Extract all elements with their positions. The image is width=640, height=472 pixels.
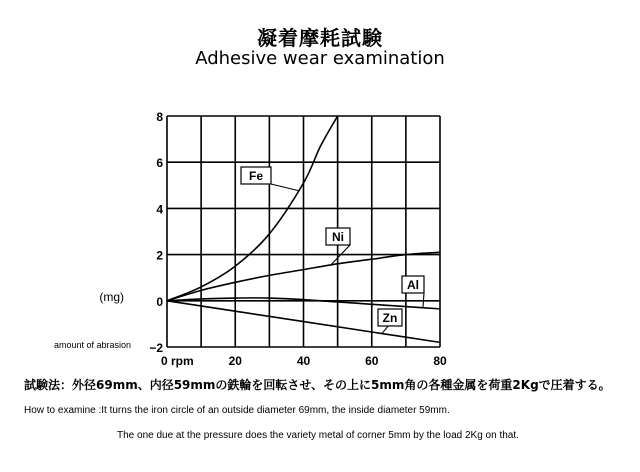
x-tick-label: 60	[365, 354, 379, 368]
y-tick-label: 0	[156, 294, 163, 309]
y-tick-label: 8	[156, 110, 163, 124]
y-axis-label: amount of abrasion	[54, 340, 132, 350]
x-tick-label: 20	[228, 354, 242, 368]
method-note-japanese: 試験法：外径69mm、内径59mmの鉄輪を回転させ、その上に5mm角の各種金属を荷重2Kgで圧着する。	[24, 378, 611, 392]
y-tick-label: −2	[149, 341, 163, 355]
leader-line-al	[423, 293, 424, 308]
series-label-ni: Ni	[332, 230, 344, 244]
chart-title-japanese: 凝着摩耗試験	[257, 26, 383, 50]
y-tick-label: 6	[156, 156, 163, 171]
leader-line-fe	[271, 184, 298, 191]
x-unit-label: rpm	[171, 354, 194, 368]
y-tick-label: 2	[156, 248, 163, 263]
series-label-al: Al	[407, 278, 419, 292]
tick-labels	[149, 110, 447, 368]
x-tick-label: 0	[161, 354, 168, 368]
x-tick-label: 80	[433, 354, 447, 368]
method-note-english-1: How to examine :It turns the iron circle of an outside diameter 69mm, the inside diameter 59mm.	[24, 405, 450, 416]
series-labels	[241, 167, 424, 334]
y-unit-label: (mg)	[99, 290, 124, 304]
method-note-english-2: The one due at the pressure does the variety metal of corner 5mm by the load 2Kg on that.	[117, 430, 519, 441]
y-tick-label: 4	[156, 202, 163, 217]
x-tick-label: 40	[296, 354, 311, 368]
chart-title-english: Adhesive wear examination	[195, 48, 445, 69]
series-label-fe: Fe	[248, 169, 264, 183]
series-label-zn: Zn	[382, 311, 398, 325]
